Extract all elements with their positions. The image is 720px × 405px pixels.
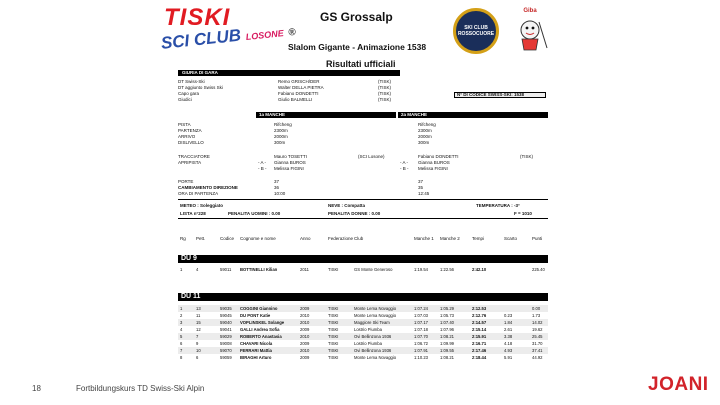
penalty-women-text: PENALITA DONNE : 0.00 [328,211,381,216]
jury-name: Walter DELLA PIETRA [278,85,324,90]
official-name: Gianna BUROS [274,160,306,165]
table-row [178,347,548,354]
manche-1-heading: 1a MANCHE [256,112,396,118]
sci-club-logo-text: SCI CLUB [160,25,242,53]
cell-name: CHAVARI Nicola [240,341,273,346]
cell-gap: 2.61 [504,327,513,332]
course-label: PISTA [178,122,191,127]
footer-caption: Fortbildungskurs TD Swiss-Ski Alpin [76,384,205,393]
table-row [178,312,548,319]
col-name: Cognome e nome [240,236,276,241]
joani-logo: JOANI [648,374,709,395]
registered-mark: ® [287,26,297,39]
cell-club: Ovi Bellinzona 1936 [354,348,392,353]
official-name: Mauro TOSETTI [274,154,307,159]
cell-rank: 8 [180,355,183,360]
cell-name: DU PONT Katie [240,313,271,318]
col-rank: Rg [180,236,186,241]
swiss-ski-code-box: N° DI CODICE SWISS-SKI: 1538 [454,92,546,98]
cell-points: 25.45 [532,334,543,339]
cell-name: COGGINI Giannino [240,306,278,311]
cell-year: 2010 [300,313,310,318]
cell-club: Monte Lema Novaggio [354,313,397,318]
course-value-1: 2000m [274,134,288,139]
course-label: PARTENZA [178,128,202,133]
table-row [178,333,548,340]
course-value-1: 300m [274,140,286,145]
table-row [178,266,548,273]
cell-club: Monte Lema Novaggio [354,355,397,360]
cell-run-2: 1:07.96 [440,327,454,332]
cell-run-2: 1:05.73 [440,313,454,318]
cell-run-2: 1:09.99 [440,341,454,346]
jury-role: DT aggiunto Swiss Ski [178,85,223,90]
cell-bib: 13 [196,306,201,311]
cell-rank: 3 [180,320,183,325]
official-prefix: - A - [258,160,267,165]
results-heading: Risultati ufficiali [326,59,396,69]
f-factor-text: F = 1010 [514,211,532,216]
sci-club-logo-sub: LOSONE [245,28,285,43]
cell-time: 2:14.57 [472,320,487,325]
cell-year: 2010 [300,334,310,339]
cell-time: 2:42.10 [472,267,487,272]
cell-bib: 10 [196,348,201,353]
official-club-2: (TISK) [520,154,533,159]
gates-value-1: 37 [274,179,280,184]
cell-federation: TISKI [328,348,339,353]
cell-time: 2:17.46 [472,348,487,353]
course-value-2: 2000m [418,134,432,139]
cell-points: 0.00 [532,306,541,311]
cell-gap: 1.84 [504,320,513,325]
gates-value-2: 12:45 [418,191,430,196]
snow-text: NEVE : Compatta [328,203,366,208]
cell-run-1: 1:06.72 [414,341,428,346]
cell-gap: 4.93 [504,348,513,353]
gates-label: ORA DI PARTENZA [178,191,219,196]
page-number: 18 [32,384,41,393]
cell-bib: 9 [196,341,199,346]
tiski-logo: TISKI [164,4,231,31]
cell-name: VOPLINSKEL Solange [240,320,285,325]
jury-name: Giulio BALMELLI [278,97,313,102]
cell-bib: 4 [196,267,199,272]
venue-title: GS Grossalp [320,10,393,24]
cell-year: 2009 [300,355,310,360]
gates-label: PORTE [178,179,194,184]
results-table-du9 [178,266,548,273]
cell-points: 1.73 [532,313,541,318]
jury-club: (TISK) [378,97,391,102]
jury-club: (TISK) [378,91,391,96]
cell-club: Lostrio Piumba [354,327,382,332]
cell-run-1: 1:07.24 [414,306,428,311]
cell-rank: 7 [180,348,183,353]
cell-rank: 1 [180,267,183,272]
cell-year: 2009 [300,306,310,311]
gates-value-1: 10:00 [274,191,286,196]
col-run-1: Manche 1 [414,236,434,241]
cell-time: 2:15.91 [472,334,487,339]
cell-bib: 15 [196,320,201,325]
col-code: Codice [220,236,235,241]
official-prefix: - B - [258,166,267,171]
cell-club: Ovi Bellinzona 1936 [354,334,392,339]
cell-federation: TISKI [328,267,339,272]
cell-rank: 5 [180,334,183,339]
cell-points: 225.40 [532,267,545,272]
gates-value-2: 35 [418,185,424,190]
course-value-2: 2300m [418,128,432,133]
cell-name: ROBERTO Anastasia [240,334,282,339]
table-row [178,319,548,326]
course-value-2: Rifcheng [418,122,436,127]
col-bib: Pett. [196,236,206,241]
jury-club: (TISK) [378,79,391,84]
cell-code: 59008 [220,341,232,346]
official-prefix-2: - A - [400,160,409,165]
cell-code: 59040 [220,320,232,325]
cell-run-1: 1:07.18 [414,327,428,332]
course-label: ARRIVO [178,134,196,139]
cell-bib: 11 [196,313,201,318]
cell-run-1: 1:10.23 [414,355,428,360]
cell-gap: 0.23 [504,313,513,318]
jury-club: (TISK) [378,85,391,90]
mascot-logo [509,8,551,54]
category-header-du9: DU 9 [178,255,548,263]
cell-federation: TISKI [328,313,339,318]
cell-year: 2011 [300,267,310,272]
cell-club: Maggiore Ski Team [354,320,390,325]
cell-gap: 3.38 [504,334,513,339]
cell-rank: 6 [180,341,183,346]
temperature-text: TEMPERATURA : -3° [476,203,520,208]
cell-code: 59011 [220,267,232,272]
cell-year: 2009 [300,341,310,346]
cell-points: 31.70 [532,341,543,346]
col-points: Punti [532,236,543,241]
cell-gap: 5.91 [504,355,513,360]
gates-value-2: 37 [418,179,424,184]
ski-club-badge-text: SKI CLUB ROSSOCUORE [457,25,495,37]
table-row [178,305,548,312]
official-label: TRACCIATORE [178,154,210,159]
cell-rank: 4 [180,327,183,332]
cell-points: 44.92 [532,355,543,360]
cell-time: 2:12.53 [472,306,487,311]
col-federation: Federazione [328,236,354,241]
cell-code: 59029 [220,334,232,339]
jury-heading: GIURIA DI GARA [178,70,400,76]
cell-name: GALLI Andrea Sofia [240,327,280,332]
mascot-icon [509,8,551,54]
cell-federation: TISKI [328,320,339,325]
jury-name: Fabiano DONDETTI [278,91,319,96]
cell-code: 59045 [220,313,232,318]
penalty-men-text: PENALITA UOMINI : 0.00 [228,211,281,216]
official-name-2: Melissa FIGINI [418,166,448,171]
cell-name: BIRAGHI Arturo [240,355,272,360]
jury-role: Capo gara [178,91,200,96]
cell-points: 19.62 [532,327,543,332]
event-title: Slalom Gigante - Animazione 1538 [288,42,427,52]
cell-run-1: 1:07.70 [414,334,428,339]
official-prefix-2: - B - [400,166,409,171]
cell-year: 2010 [300,320,310,325]
cell-federation: TISKI [328,334,339,339]
cell-club: GS Monte Generoso [354,267,393,272]
cell-run-2: 1:09.55 [440,348,454,353]
course-value-1: 2300m [274,128,288,133]
cell-time: 2:16.71 [472,341,487,346]
cell-run-2: 1:08.21 [440,334,454,339]
cell-gap: 4.18 [504,341,513,346]
cell-time: 2:15.14 [472,327,487,332]
cell-rank: 1 [180,306,183,311]
list-text: LISTA n°228 [180,211,206,216]
cell-run-2: 1:08.21 [440,355,454,360]
cell-federation: TISKI [328,306,339,311]
gates-value-1: 36 [274,185,280,190]
cell-code: 59041 [220,327,232,332]
conditions-box [178,199,548,219]
cell-code: 59059 [220,355,232,360]
category-header-du11: DU 11 [178,293,548,301]
col-club: Club [354,236,364,241]
cell-federation: TISKI [328,355,339,360]
cell-time: 2:18.44 [472,355,487,360]
meteo-text: METEO : Soleggiato [180,203,224,208]
cell-run-1: 1:07.03 [414,313,428,318]
jury-role: DT Swiss-Ski [178,79,205,84]
gates-label: CAMBIAMENTO DIREZIONE [178,185,238,190]
cell-name: FERRARI Mattia [240,348,272,353]
cell-time: 2:12.76 [472,313,487,318]
col-run-2: Manche 2 [440,236,460,241]
col-times: Tempi [472,236,485,241]
col-year: Anno [300,236,311,241]
cell-federation: TISKI [328,327,339,332]
ski-club-badge-logo [453,8,499,54]
jury-role: Giudici [178,97,192,102]
manche-2-heading: 2a MANCHE [398,112,548,118]
cell-run-1: 1:19.54 [414,267,428,272]
table-row [178,354,548,361]
cell-run-1: 1:07.91 [414,348,428,353]
cell-run-2: 1:07.40 [440,320,454,325]
cell-year: 2010 [300,348,310,353]
official-name-2: Gianna BUROS [418,160,450,165]
table-row [178,326,548,333]
mascot-text: Giba [523,8,537,14]
cell-name: BOTTINELLI Kilian [240,267,278,272]
official-club: (SCI Losone) [358,154,385,159]
official-label: APRIPISTA [178,160,202,165]
cell-bib: 12 [196,327,201,332]
cell-run-2: 1:22.56 [440,267,454,272]
results-document [160,4,555,372]
cell-bib: 6 [196,355,199,360]
course-value-2: 300m [418,140,430,145]
course-label: DISLIVELLO [178,140,204,145]
cell-year: 2009 [300,327,310,332]
results-table-du11 [178,305,548,361]
cell-bib: 7 [196,334,199,339]
cell-club: Monte Lema Novaggio [354,306,397,311]
cell-code: 59070 [220,348,232,353]
cell-code: 59035 [220,306,232,311]
jury-name: Remo GRISCH/DER [278,79,320,84]
cell-run-2: 1:05.29 [440,306,454,311]
cell-points: 37.41 [532,348,543,353]
col-gap: Scarto [504,236,518,241]
course-value-1: Rifcheng [274,122,292,127]
cell-points: 14.02 [532,320,543,325]
official-name: Melissa FIGINI [274,166,304,171]
cell-club: Lostrio Piumba [354,341,382,346]
cell-run-1: 1:07.17 [414,320,428,325]
cell-rank: 2 [180,313,183,318]
official-name-2: Fabiano DONDETTI [418,154,459,159]
table-row [178,340,548,347]
cell-federation: TISKI [328,341,339,346]
